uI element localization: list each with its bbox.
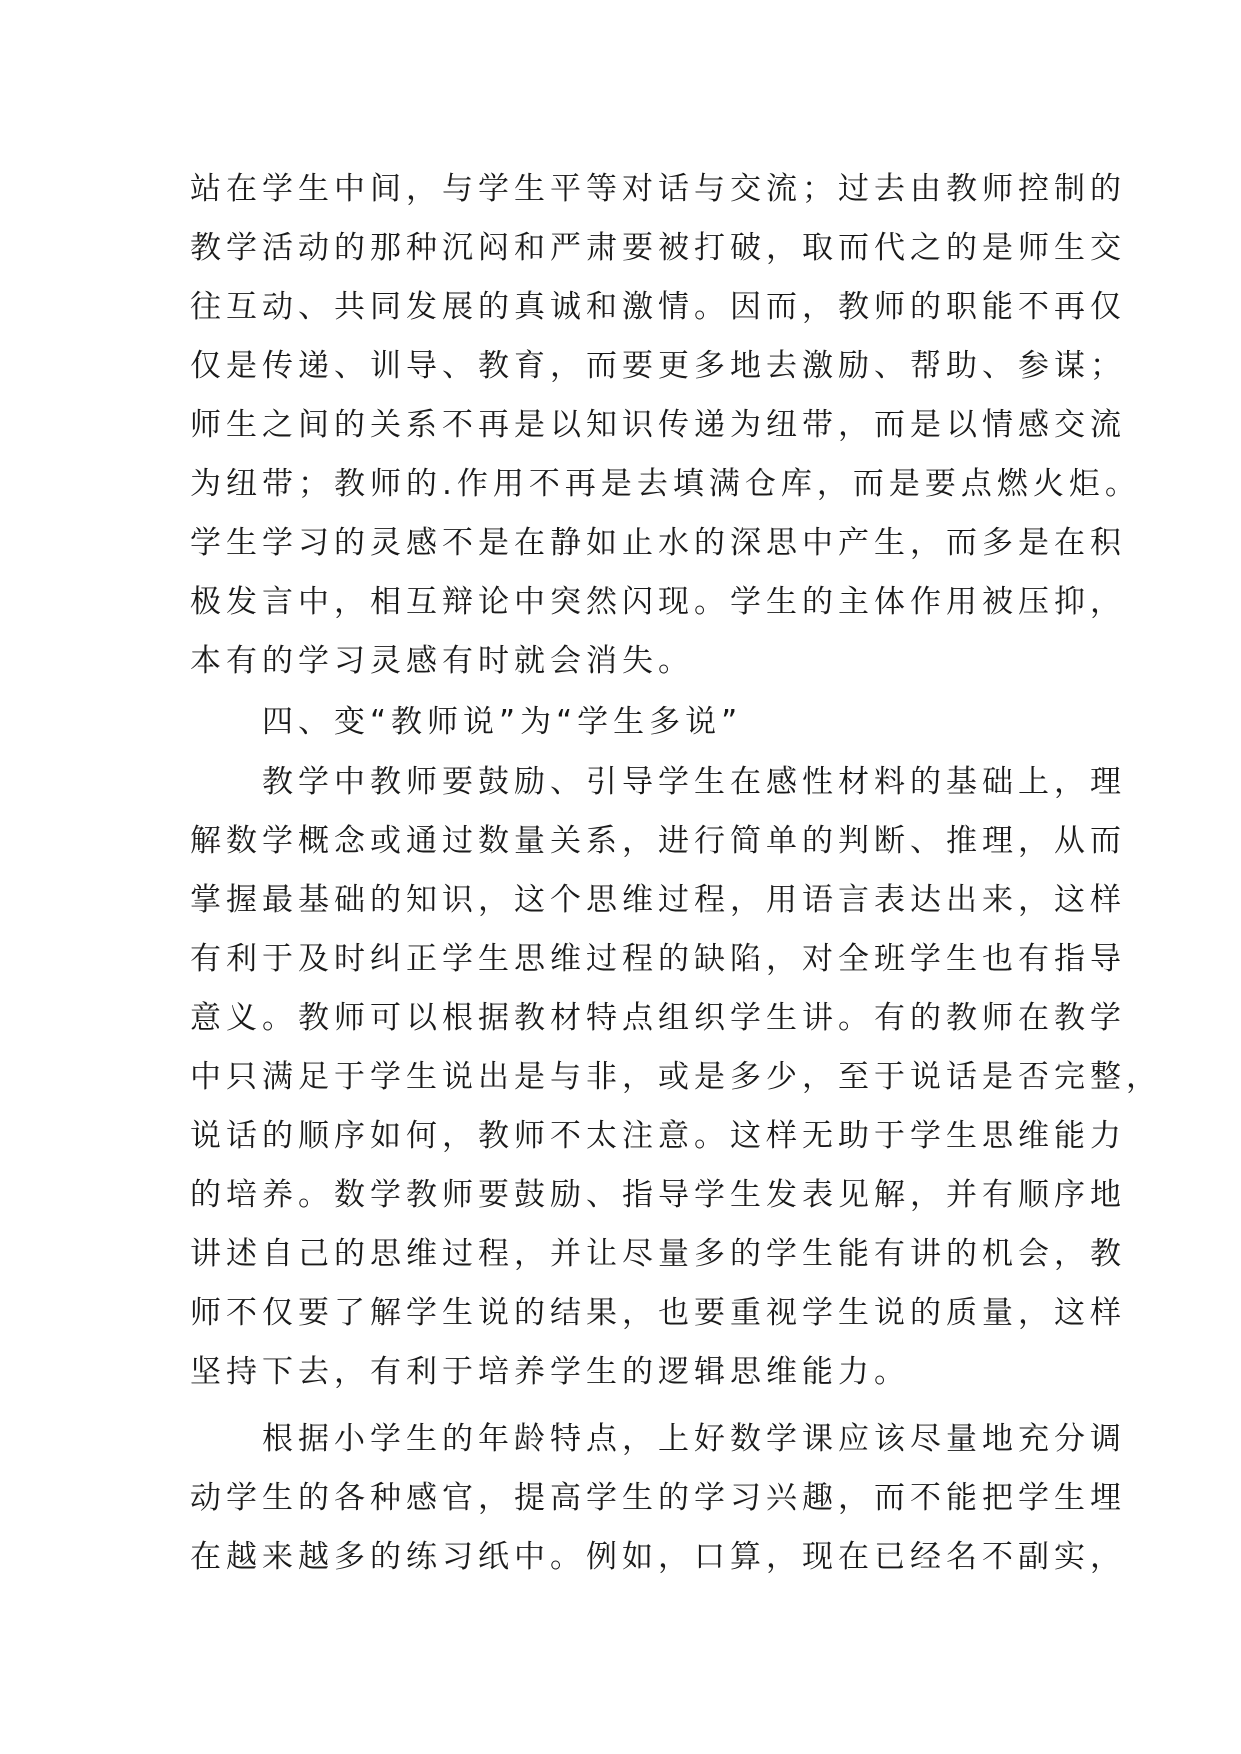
- text-line: 根据小学生的年龄特点，上好数学课应该尽量地充分调: [190, 1421, 1126, 1457]
- text-line: 师不仅要了解学生说的结果，也要重视学生说的质量，这样: [190, 1295, 1126, 1331]
- text-line: 极发言中，相互辩论中突然闪现。学生的主体作用被压抑，: [190, 584, 1126, 620]
- text-line: 有利于及时纠正学生思维过程的缺陷，对全班学生也有指导: [190, 941, 1126, 977]
- text-line: 教学活动的那种沉闷和严肃要被打破，取而代之的是师生交: [190, 230, 1126, 266]
- text-line: 学生学习的灵感不是在静如止水的深思中产生，而多是在积: [190, 525, 1126, 561]
- text-line: 在越来越多的练习纸中。例如，口算，现在已经名不副实，: [190, 1539, 1126, 1575]
- text-line: 讲述自己的思维过程，并让尽量多的学生能有讲的机会，教: [190, 1236, 1126, 1272]
- body-text: [190, 160, 1162, 1587]
- text-line: 动学生的各种感官，提高学生的学习兴趣，而不能把学生埋: [190, 1480, 1126, 1516]
- text-line: 解数学概念或通过数量关系，进行简单的判断、推理，从而: [190, 823, 1126, 859]
- text-line: 站在学生中间，与学生平等对话与交流；过去由教师控制的: [190, 171, 1126, 207]
- text-line: 坚持下去，有利于培养学生的逻辑思维能力。: [190, 1354, 910, 1390]
- text-line: 往互动、共同发展的真诚和激情。因而，教师的职能不再仅: [190, 289, 1126, 325]
- text-line: 掌握最基础的知识，这个思维过程，用语言表达出来，这样: [190, 882, 1126, 918]
- text-line: 说话的顺序如何，教师不太注意。这样无助于学生思维能力: [190, 1118, 1126, 1154]
- text-line: 仅是传递、训导、教育，而要更多地去激励、帮助、参谋；: [190, 348, 1126, 384]
- text-line: 意义。教师可以根据教材特点组织学生讲。有的教师在教学: [190, 1000, 1126, 1036]
- text-line: 师生之间的关系不再是以知识传递为纽带，而是以情感交流: [190, 407, 1126, 443]
- text-line: 为纽带；教师的.作用不再是去填满仓库，而是要点燃火炬。: [190, 466, 1141, 502]
- text-line: 中只满足于学生说出是与非，或是多少，至于说话是否完整，: [190, 1059, 1162, 1095]
- text-line: 的培养。数学教师要鼓励、指导学生发表见解，并有顺序地: [190, 1177, 1126, 1213]
- text-line: 本有的学习灵感有时就会消失。: [190, 643, 694, 679]
- section-heading: 四、变“教师说”为“学生多说”: [190, 704, 743, 740]
- text-line: 教学中教师要鼓励、引导学生在感性材料的基础上，理: [190, 764, 1126, 800]
